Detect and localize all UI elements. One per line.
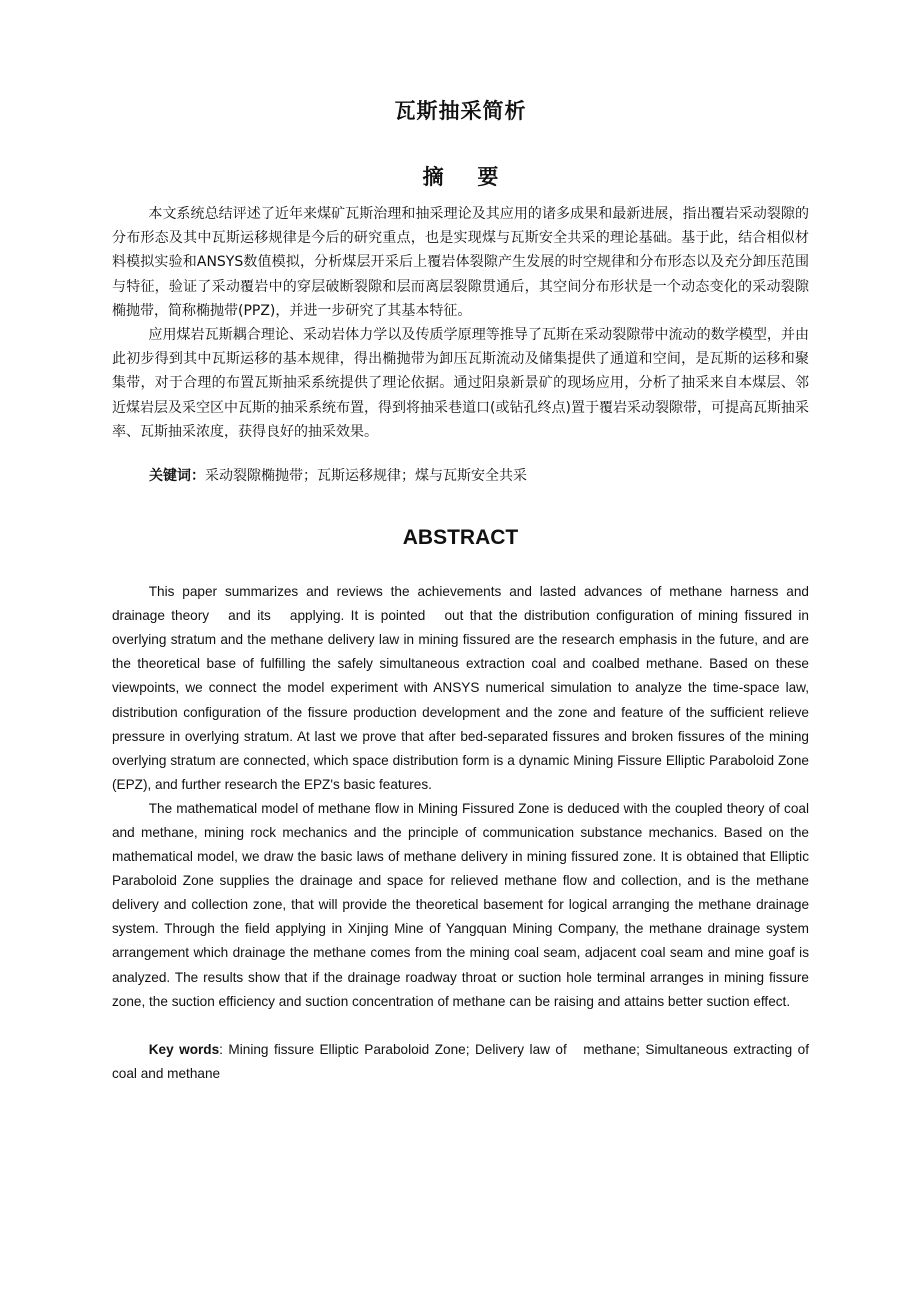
keywords-cn [112, 464, 809, 488]
abstract-cn-paragraph: 应用煤岩瓦斯耦合理论、采动岩体力学以及传质学原理等推导了瓦斯在采动裂隙带中流动的数学模型，并由此初步得到其中瓦斯运移的基本规律，得出椭抛带为卸压瓦斯流动及储集提供了通道和空间，是瓦斯的运移和聚集带，对于合理的布置瓦斯抽采系统提供了理论依据。通过阳泉新景矿的现场应用，分析了抽采来自本煤层、邻近煤岩层及采空区中瓦斯的抽采系统布置，得到将抽采巷道口(或钻孔终点)置于覆岩采动裂隙带，可提高瓦斯抽采率、瓦斯抽采浓度，获得良好的抽采效果。 [112, 327, 809, 440]
abstract-en-body [112, 580, 813, 1014]
keywords-cn-text: 采动裂隙椭抛带；瓦斯运移规律；煤与瓦斯安全共采 [205, 468, 527, 485]
document-title: 瓦斯抽采简析 [394, 100, 527, 123]
document-page [112, 92, 813, 1086]
keywords-cn-label: 关键词： [149, 468, 205, 485]
abstract-en-paragraph: This paper summarizes and reviews the achievements and lasted advances of methane harness and drainage theory and its applying. It is pointed out that the distribution configuration of mining fissured in overlying stratum and the methane delivery law in mining fissured are the research emphasis in the future, and are the theoretical base of fulfilling the safely simultaneous extraction coal and coalbed methane. Based on these viewpoints, we connect the model experiment with ANSYS numerical simulation to analyze the time-space law, distribution configuration of the fissure production development and the zone and feature of the sufficient relieve pressure in overlying stratum. At last we prove that after bed-separated fissures and broken fissures of the mining overlying stratum are connected, which space distribution form is a dynamic Mining Fissure Elliptic Paraboloid Zone (EPZ), and further research the EPZ's basic features. [112, 584, 813, 792]
abstract-cn-section [112, 162, 809, 488]
keywords-en [112, 1038, 813, 1086]
abstract-en-section [112, 522, 813, 1086]
abstract-cn-heading: 摘 要 [422, 166, 513, 189]
abstract-cn-paragraph: 本文系统总结评述了近年来煤矿瓦斯治理和抽采理论及其应用的诸多成果和最新进展，指出覆岩采动裂隙的分布形态及其中瓦斯运移规律是今后的研究重点，也是实现煤与瓦斯安全共采的理论基础。基于此，结合相似材料模拟实验和ANSYS数值模拟，分析煤层开采后上覆岩体裂隙产生发展的时空规律和分布形态以及充分卸压范围与特征，验证了采动覆岩中的穿层破断裂隙和层而离层裂隙贯通后，其空间分布形状是一个动态变化的采动裂隙椭抛带，简称椭抛带(PPZ)，并进一步研究了其基本特征。 [112, 206, 809, 319]
abstract-en-paragraph: The mathematical model of methane flow in Mining Fissured Zone is deduced with the coupled theory of coal and methane, mining rock mechanics and the principle of communication substance mechanics. Based on the mathematical model, we draw the basic laws of methane delivery in mining fissured zone. It is obtained that Elliptic Paraboloid Zone supplies the drainage and space for relieved methane flow and collection, and is the methane delivery and collection zone, that will provide the theoretical basement for logical arranging the methane drainage system. Through the field applying in Xinjing Mine of Yangquan Mining Company, the methane drainage system arrangement which drainage the methane comes from the mining coal seam, adjacent coal seam and mine goaf is analyzed. The results show that if the drainage roadway throat or suction hole terminal arranges in mining fissure zone, the suction efficiency and suction concentration of methane can be raising and attains better suction effect. [112, 800, 809, 1009]
keywords-en-label: Key words [148, 1041, 220, 1057]
keywords-en-text: : Mining fissure Elliptic Paraboloid Zone; Delivery law of methane; Simultaneous extracting of coal and methane [112, 1041, 813, 1081]
abstract-en-heading: ABSTRACT [402, 526, 519, 550]
